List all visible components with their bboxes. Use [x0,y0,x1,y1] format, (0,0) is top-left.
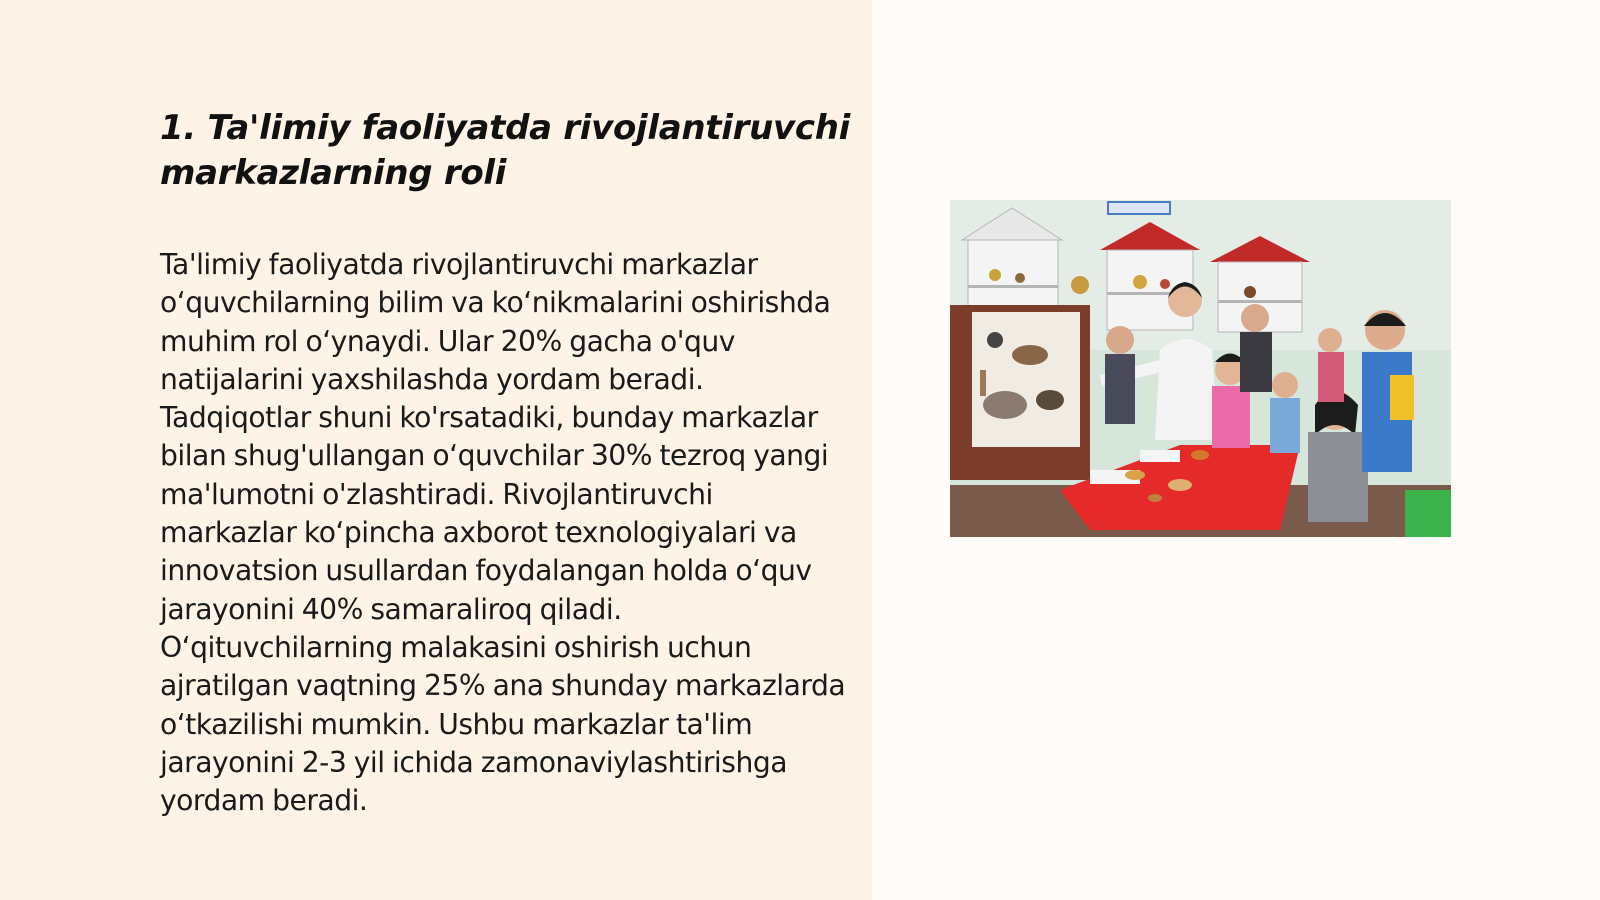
slide-title: 1. Ta'limiy faoliyatda rivojlantiruvchi markazlarning roli [160,108,850,193]
classroom-photo [950,200,1451,537]
slide-body-text: Ta'limiy faoliyatda rivojlantiruvchi markazlar o‘quvchilarning bilim va ko‘nikmalarini oshirishda muhim rol o‘ynaydi. Ular 20% gacha o'quv natijalarini yaxshilashda yordam beradi. Tadqiqotlar shuni ko'rsatadiki, bunday markazlar bilan shug'ullangan o‘quvchilar 30% tezroq yangi ma'lumotni o'zlashtiradi. Rivojlantiruvchi markazlar ko‘pincha axborot texnologiyalari va innovatsion usullardan foydalangan holda o‘quv jarayonini 40% samaraliroq qiladi. O‘qituvchilarning malakasini oshirish uchun ajratilgan vaqtning 25% ana shunday markazlarda o‘tkazilishi mumkin. Ushbu markazlar ta'lim jarayonini 2-3 yil ichida zamonaviylashtirishga yordam beradi. [160,248,846,818]
